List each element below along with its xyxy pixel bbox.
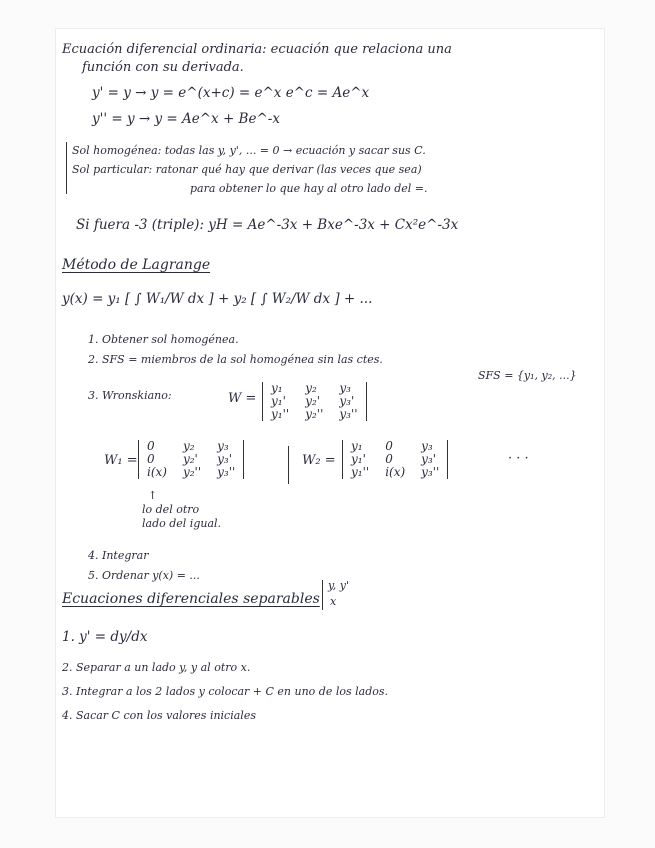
- matrix-cell: y₁'': [271, 407, 290, 421]
- matrix-cell: 0: [385, 439, 393, 453]
- lagrange-step-5: 5. Ordenar y(x) = ...: [88, 569, 200, 582]
- matrix-cell: y₁'': [351, 465, 370, 479]
- w1-label: W₁ =: [104, 453, 138, 468]
- matrix-cell: y₂'': [182, 465, 202, 479]
- matrix-cell: y₃': [217, 452, 233, 466]
- equation-first-order: y' = y → y = e^(x+c) = e^x e^c = Ae^x: [92, 85, 370, 101]
- matrix-cell: y₂': [305, 394, 321, 408]
- matrix-cell: y₁: [351, 439, 363, 453]
- equation-second-order: y'' = y → y = Ae^x + Be^-x: [92, 111, 280, 127]
- w2-label: W₂ =: [302, 453, 336, 468]
- matrix-cell: i(x): [147, 465, 167, 479]
- note-other-side-1: lo del otro: [142, 503, 200, 516]
- matrix-cell: y₃': [339, 394, 355, 408]
- sfs-set: SFS = {y₁, y₂, ...}: [478, 369, 577, 382]
- matrix-cell: i(x): [385, 465, 406, 479]
- separable-vars-1: y, y': [328, 579, 349, 592]
- separable-step-4: 4. Sacar C con los valores iniciales: [62, 709, 256, 722]
- lagrange-step-4: 4. Integrar: [88, 549, 149, 562]
- particular-solution-note: Sol particular: ratonar qué hay que derivar (las veces que sea): [72, 163, 422, 176]
- particular-solution-note-2: para obtener lo que hay al otro lado del =.: [190, 182, 428, 195]
- brace-left: [66, 142, 67, 194]
- lagrange-formula: y(x) = y₁ [ ∫ W₁/W dx ] + y₂ [ ∫ W₂/W dx ] + ...: [62, 291, 373, 307]
- lagrange-step-1: 1. Obtener sol homogénea.: [88, 333, 239, 346]
- homogeneous-solution-note: Sol homogénea: todas las y, y', ... = 0 → ecuación y sacar sus C.: [72, 144, 426, 157]
- matrix-cell: 0: [147, 452, 155, 466]
- matrix-cell: y₂: [305, 381, 317, 395]
- note-arrow: ↑: [148, 489, 158, 502]
- lagrange-step-2: 2. SFS = miembros de la sol homogénea sin las ctes.: [88, 353, 383, 366]
- matrix-cell: y₂'': [305, 407, 324, 421]
- wronskian-matrix: [262, 382, 367, 421]
- w1-matrix: [138, 440, 244, 479]
- continuation-dots: · · ·: [508, 451, 529, 466]
- separable-step-3: 3. Integrar a los 2 lados y colocar + C en uno de los lados.: [62, 685, 389, 698]
- matrix-cell: y₃'': [421, 465, 440, 479]
- lagrange-step-3: 3. Wronskiano:: [88, 389, 172, 402]
- lagrange-title: Método de Lagrange: [62, 257, 211, 273]
- matrix-cell: y₃: [217, 439, 229, 453]
- definition-line-1: Ecuación diferencial ordinaria: ecuación que relaciona una: [62, 42, 452, 57]
- matrix-cell: y₁': [351, 452, 366, 466]
- separator-bar: [288, 446, 289, 484]
- matrix-cell: 0: [385, 452, 393, 466]
- w2-matrix: [342, 440, 448, 479]
- definition-line-2: función con su derivada.: [82, 60, 244, 75]
- triple-root-equation: Si fuera -3 (triple): yH = Ae^-3x + Bxe^-3x + Cx²e^-3x: [76, 217, 459, 233]
- separable-vars-2: x: [330, 595, 337, 608]
- matrix-cell: y₃'': [217, 465, 236, 479]
- separable-bracket: [322, 580, 323, 610]
- matrix-cell: y₃: [339, 381, 351, 395]
- separable-step-1: 1. y' = dy/dx: [62, 629, 148, 645]
- matrix-cell: y₃'': [339, 407, 358, 421]
- matrix-cell: y₁': [271, 394, 286, 408]
- matrix-cell: y₂: [182, 439, 195, 453]
- matrix-cell: y₃': [421, 452, 437, 466]
- wronskian-label: W =: [228, 391, 257, 406]
- matrix-cell: 0: [147, 439, 155, 453]
- matrix-cell: y₂': [182, 452, 198, 466]
- separable-title: Ecuaciones diferenciales separables: [62, 591, 320, 607]
- separable-step-2: 2. Separar a un lado y, y al otro x.: [62, 661, 251, 674]
- note-other-side-2: lado del igual.: [142, 517, 222, 530]
- matrix-cell: y₁: [271, 381, 283, 395]
- matrix-cell: y₃: [421, 439, 433, 453]
